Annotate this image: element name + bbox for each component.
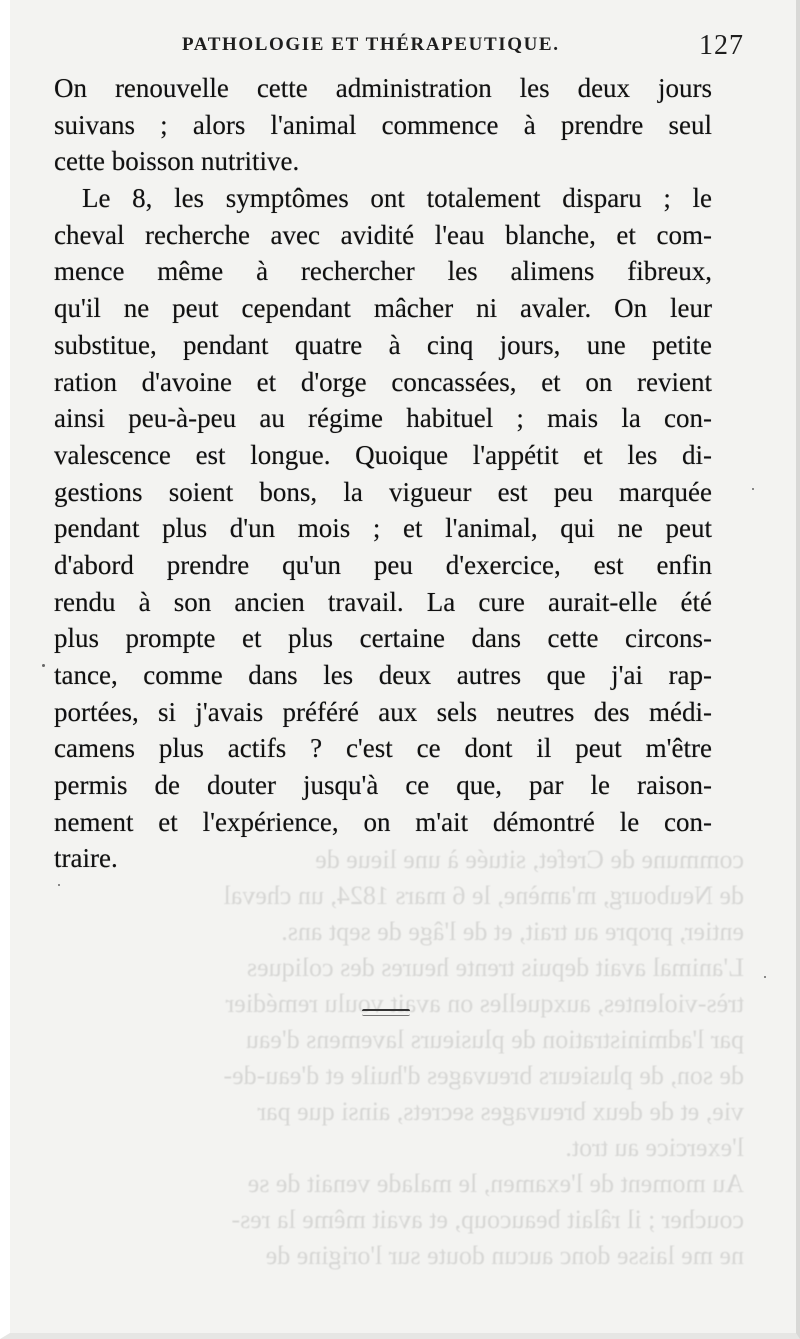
paper-speck xyxy=(42,664,45,667)
bleed-through-line: commune de Crefet, située à une lieue de xyxy=(315,845,744,874)
text-line: substitue, pendant quatre à cinq jours, une petite xyxy=(54,329,712,360)
text-line: cheval recherche avec avidité l'eau blanche, et com- xyxy=(54,219,712,250)
paper-speck xyxy=(752,488,754,490)
text-line: Le 8, les symptômes ont totalement disparu ; le xyxy=(82,183,712,214)
text-line: rendu à son ancien travail. La cure aurait-elle été xyxy=(54,586,712,617)
text-line: pendant plus d'un mois ; et l'animal, qui ne peut xyxy=(54,513,712,544)
text-line: tance, comme dans les deux autres que j'ai rap- xyxy=(54,660,712,690)
end-ornament xyxy=(362,1009,410,1016)
page-header xyxy=(46,30,746,60)
text-line: On renouvelle cette administration les deux jours xyxy=(54,73,712,103)
paper-speck xyxy=(764,976,766,978)
text-line: valescence est longue. Quoique l'appétit et les di- xyxy=(54,439,712,470)
text-line: cette boisson nutritive. xyxy=(54,146,300,177)
text-line: d'abord prendre qu'un peu d'exercice, est enfin xyxy=(54,549,712,580)
page-number: 127 xyxy=(699,30,744,61)
bleed-through-line: par l'administration de plusieurs lavemens d'eau xyxy=(245,1025,744,1054)
text-line: permis de douter jusqu'à ce que, par le raison- xyxy=(54,770,712,801)
text-line: portées, si j'avais préféré aux sels neutres des médi- xyxy=(54,696,712,727)
text-line: qu'il ne peut cependant mâcher ni avaler. On leur xyxy=(54,293,712,324)
bleed-through-line: de Neubourg, m'amène, le 6 mars 1824, un cheval xyxy=(223,881,744,910)
text-line: traire. xyxy=(54,843,118,874)
text-line: nement et l'expérience, on m'ait démontré le con- xyxy=(54,806,712,837)
bleed-through-line: vie, et de deux breuvages secrets, ainsi que par xyxy=(257,1097,744,1126)
text-line: mence même à rechercher les alimens fibreux, xyxy=(54,256,712,287)
text-line: plus prompte et plus certaine dans cette circons- xyxy=(54,623,712,654)
bleed-through-line: ne me laisse donc aucun doute sur l'origine de xyxy=(265,1241,744,1270)
bleed-through-line: coucher ; il râlait beaucoup, et avait même la res- xyxy=(231,1205,744,1234)
bleed-through-line: de son, de plusieurs breuvages d'huile et d'eau-de- xyxy=(223,1061,744,1090)
running-title: PATHOLOGIE ET THÉRAPEUTIQUE. xyxy=(182,34,560,55)
bleed-through-line: L'animal avait depuis trente heures des coliques xyxy=(246,953,744,982)
body-text xyxy=(54,70,712,877)
text-line: suivans ; alors l'animal commence à prendre seul xyxy=(54,109,712,140)
text-line: camens plus actifs ? c'est ce dont il peut m'être xyxy=(54,733,712,764)
text-line: ration d'avoine et d'orge concassées, et on revient xyxy=(54,366,712,397)
text-line: gestions soient bons, la vigueur est peu marquée xyxy=(54,476,712,507)
text-line: ainsi peu-à-peu au régime habituel ; mais la con- xyxy=(54,403,712,434)
paper-speck xyxy=(58,884,60,886)
bleed-through-line: Au moment de l'examen, le malade venait de se xyxy=(247,1169,744,1198)
bleed-through-line: très-violentes, auxquelles on avait voulu remédier xyxy=(225,989,744,1018)
bleed-through-line: l'exercice au trot. xyxy=(565,1133,744,1162)
bleed-through-line: entier, propre au trait, et de l'âge de sept ans. xyxy=(281,917,744,946)
bleed-through-text xyxy=(44,842,744,1274)
